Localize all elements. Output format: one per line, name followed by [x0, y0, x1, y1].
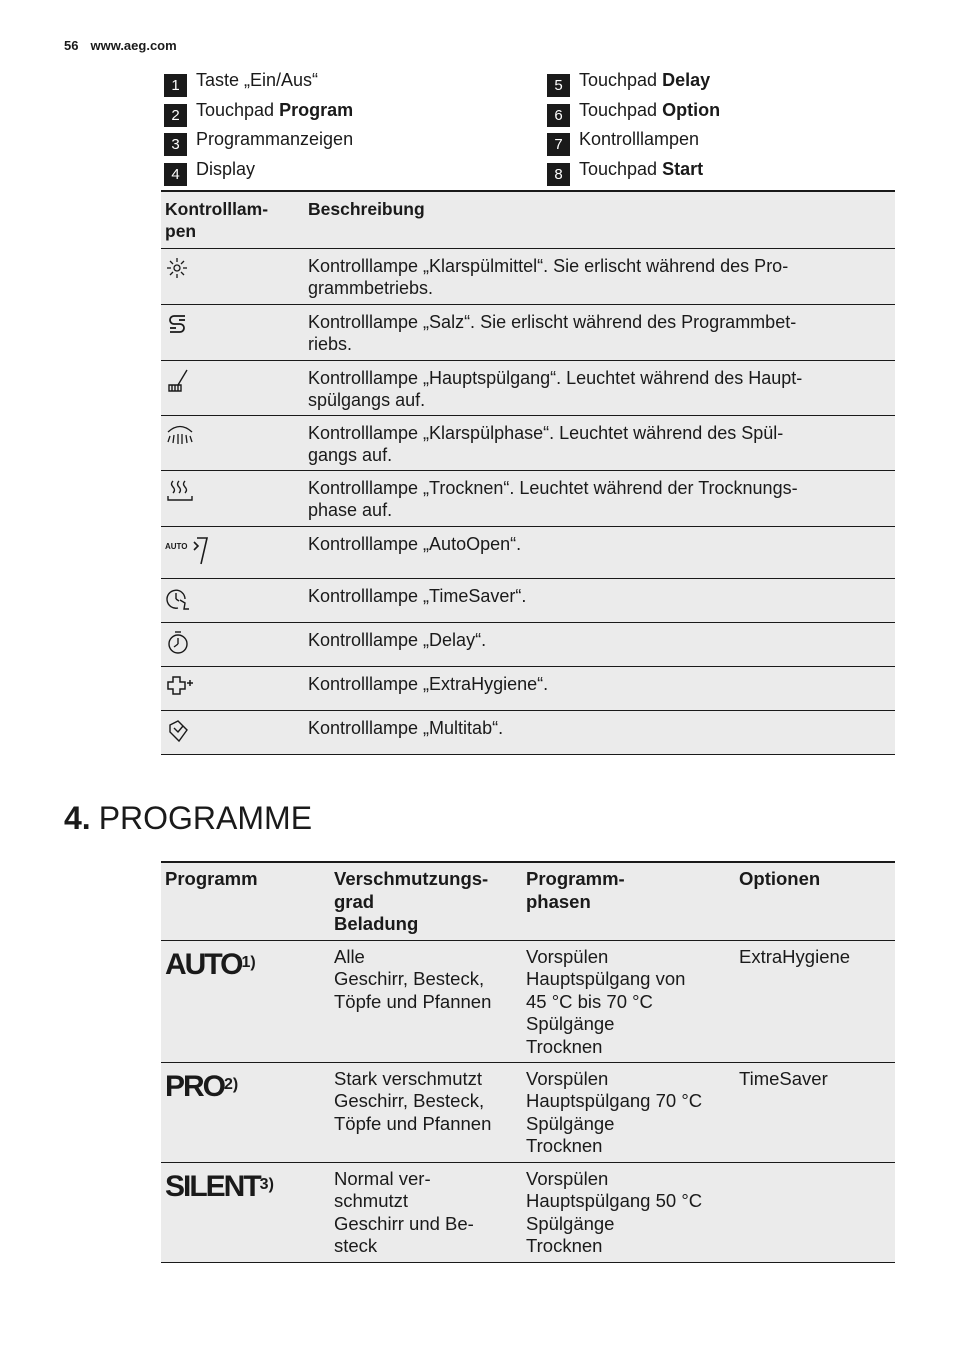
legend-text: Taste „Ein/Aus“: [196, 70, 319, 90]
main-wash-icon: [165, 367, 195, 395]
legend-bold: Option: [662, 99, 721, 120]
lamp-icon-cell: [161, 578, 304, 622]
legend-number: 6: [547, 104, 570, 127]
program-footnote: 2): [224, 1075, 239, 1093]
legend-item: [164, 129, 353, 159]
multitab-icon: [165, 717, 195, 745]
lamp-description: Kontrolllampe „Klarspülphase“. Leuchtet während des Spül- gangs auf.: [304, 415, 895, 470]
legend-item: [164, 70, 353, 100]
legend-left-column: [164, 70, 353, 188]
delay-icon: [165, 629, 195, 657]
soil-level: Normal ver- schmutzt Geschirr und Be- steck: [330, 1162, 522, 1262]
extrahygiene-icon: [165, 673, 195, 701]
program-name: AUTO: [165, 947, 242, 981]
table-row: [161, 304, 895, 360]
program-name-cell: [161, 1062, 330, 1162]
site-url: www.aeg.com: [90, 38, 177, 53]
table-row: [161, 1162, 895, 1262]
legend-item: [547, 100, 720, 130]
soil-level: Alle Geschirr, Besteck, Töpfe und Pfannen: [330, 940, 522, 1062]
lamp-icon-cell: [161, 666, 304, 710]
lamp-icon-cell: [161, 622, 304, 666]
table-row: [161, 622, 895, 666]
legend-number: 2: [164, 104, 187, 127]
column-header: Kontrolllam- pen: [161, 191, 304, 248]
rinse-phase-icon: [165, 422, 195, 450]
legend-item: [547, 129, 720, 159]
legend-bold: Program: [279, 99, 354, 120]
lamp-icon-cell: [161, 360, 304, 415]
autoopen-icon-label: AUTO: [165, 541, 188, 551]
program-options: ExtraHygiene: [735, 940, 895, 1062]
lamp-description: Kontrolllampe „Klarspülmittel“. Sie erlischt während des Pro- grammbetriebs.: [304, 248, 895, 304]
legend-number: 5: [547, 74, 570, 97]
legend-text: Touchpad: [196, 99, 280, 120]
page-header: [64, 38, 177, 53]
lamp-icon-cell: [161, 304, 304, 360]
program-footnote: 3): [259, 1175, 274, 1193]
program-name-cell: [161, 940, 330, 1062]
page-number: 56: [64, 38, 79, 53]
legend-number: 4: [164, 163, 187, 186]
legend-bold: Delay: [662, 70, 711, 90]
legend-text: Programmanzeigen: [196, 129, 354, 149]
indicator-lamps-table: [161, 190, 895, 755]
table-row: [161, 360, 895, 415]
program-footnote: 1): [241, 953, 256, 971]
legend-number: 3: [164, 133, 187, 156]
lamp-icon-cell: [161, 710, 304, 754]
table-row: [161, 248, 895, 304]
table-row: [161, 415, 895, 470]
legend-bold: Start: [662, 158, 704, 179]
column-header: Beschreibung: [304, 191, 895, 248]
column-header: Optionen: [735, 862, 895, 940]
lamp-icon-cell: [161, 470, 304, 526]
legend-item: [164, 159, 353, 189]
lamp-icon-cell: [161, 526, 304, 578]
lamp-description: Kontrolllampe „Multitab“.: [304, 710, 895, 754]
legend-text: Display: [196, 158, 256, 179]
table-row: [161, 1062, 895, 1162]
legend: [164, 70, 895, 188]
timesaver-icon: [165, 585, 195, 613]
table-row: [161, 578, 895, 622]
legend-item: [164, 100, 353, 130]
program-name: PRO: [165, 1069, 225, 1103]
program-name: SILENT: [165, 1169, 260, 1203]
column-header: Programm: [161, 862, 330, 940]
legend-right-column: [547, 70, 720, 188]
column-header: Verschmutzungs- grad Beladung: [330, 862, 522, 940]
soil-level: Stark verschmutzt Geschirr, Besteck, Töpfe und Pfannen: [330, 1062, 522, 1162]
table-row: [161, 470, 895, 526]
salt-icon: [165, 311, 195, 339]
table-row: [161, 666, 895, 710]
column-header: Programm- phasen: [522, 862, 735, 940]
section-heading: [64, 800, 312, 837]
legend-text: Touchpad: [579, 70, 663, 90]
section-number: 4.: [64, 800, 91, 836]
section-title: PROGRAMME: [98, 800, 313, 836]
legend-item: [547, 70, 720, 100]
legend-text: Kontrolllampen: [579, 129, 700, 149]
lamp-description: Kontrolllampe „TimeSaver“.: [304, 578, 895, 622]
program-options: TimeSaver: [735, 1062, 895, 1162]
lamp-description: Kontrolllampe „Trocknen“. Leuchtet während der Trocknungs- phase auf.: [304, 470, 895, 526]
table-header-row: [161, 862, 895, 940]
table-header-row: [161, 191, 895, 248]
legend-number: 7: [547, 133, 570, 156]
drying-icon: [165, 477, 195, 505]
legend-text: Touchpad: [579, 99, 663, 120]
program-options: [735, 1162, 895, 1262]
lamp-icon-cell: [161, 415, 304, 470]
table-row: [161, 940, 895, 1062]
program-phases: Vorspülen Hauptspülgang 70 °C Spülgänge Trocknen: [522, 1062, 735, 1162]
legend-number: 1: [164, 74, 187, 97]
program-phases: Vorspülen Hauptspülgang von 45 °C bis 70 °C Spülgänge Trocknen: [522, 940, 735, 1062]
lamp-icon-cell: [161, 248, 304, 304]
lamp-description: Kontrolllampe „Hauptspülgang“. Leuchtet während des Haupt- spülgangs auf.: [304, 360, 895, 415]
rinse-aid-icon: [165, 255, 195, 283]
lamp-description: Kontrolllampe „Salz“. Sie erlischt während des Programmbet- riebs.: [304, 304, 895, 360]
program-phases: Vorspülen Hauptspülgang 50 °C Spülgänge Trocknen: [522, 1162, 735, 1262]
program-name-cell: [161, 1162, 330, 1262]
programs-table: [161, 861, 895, 1263]
lamp-description: Kontrolllampe „AutoOpen“.: [304, 526, 895, 578]
legend-number: 8: [547, 163, 570, 186]
legend-item: [547, 159, 720, 189]
lamp-description: Kontrolllampe „ExtraHygiene“.: [304, 666, 895, 710]
legend-text: Touchpad: [579, 158, 663, 179]
lamp-description: Kontrolllampe „Delay“.: [304, 622, 895, 666]
table-row: [161, 526, 895, 578]
autoopen-icon: [165, 533, 215, 569]
table-row: [161, 710, 895, 754]
